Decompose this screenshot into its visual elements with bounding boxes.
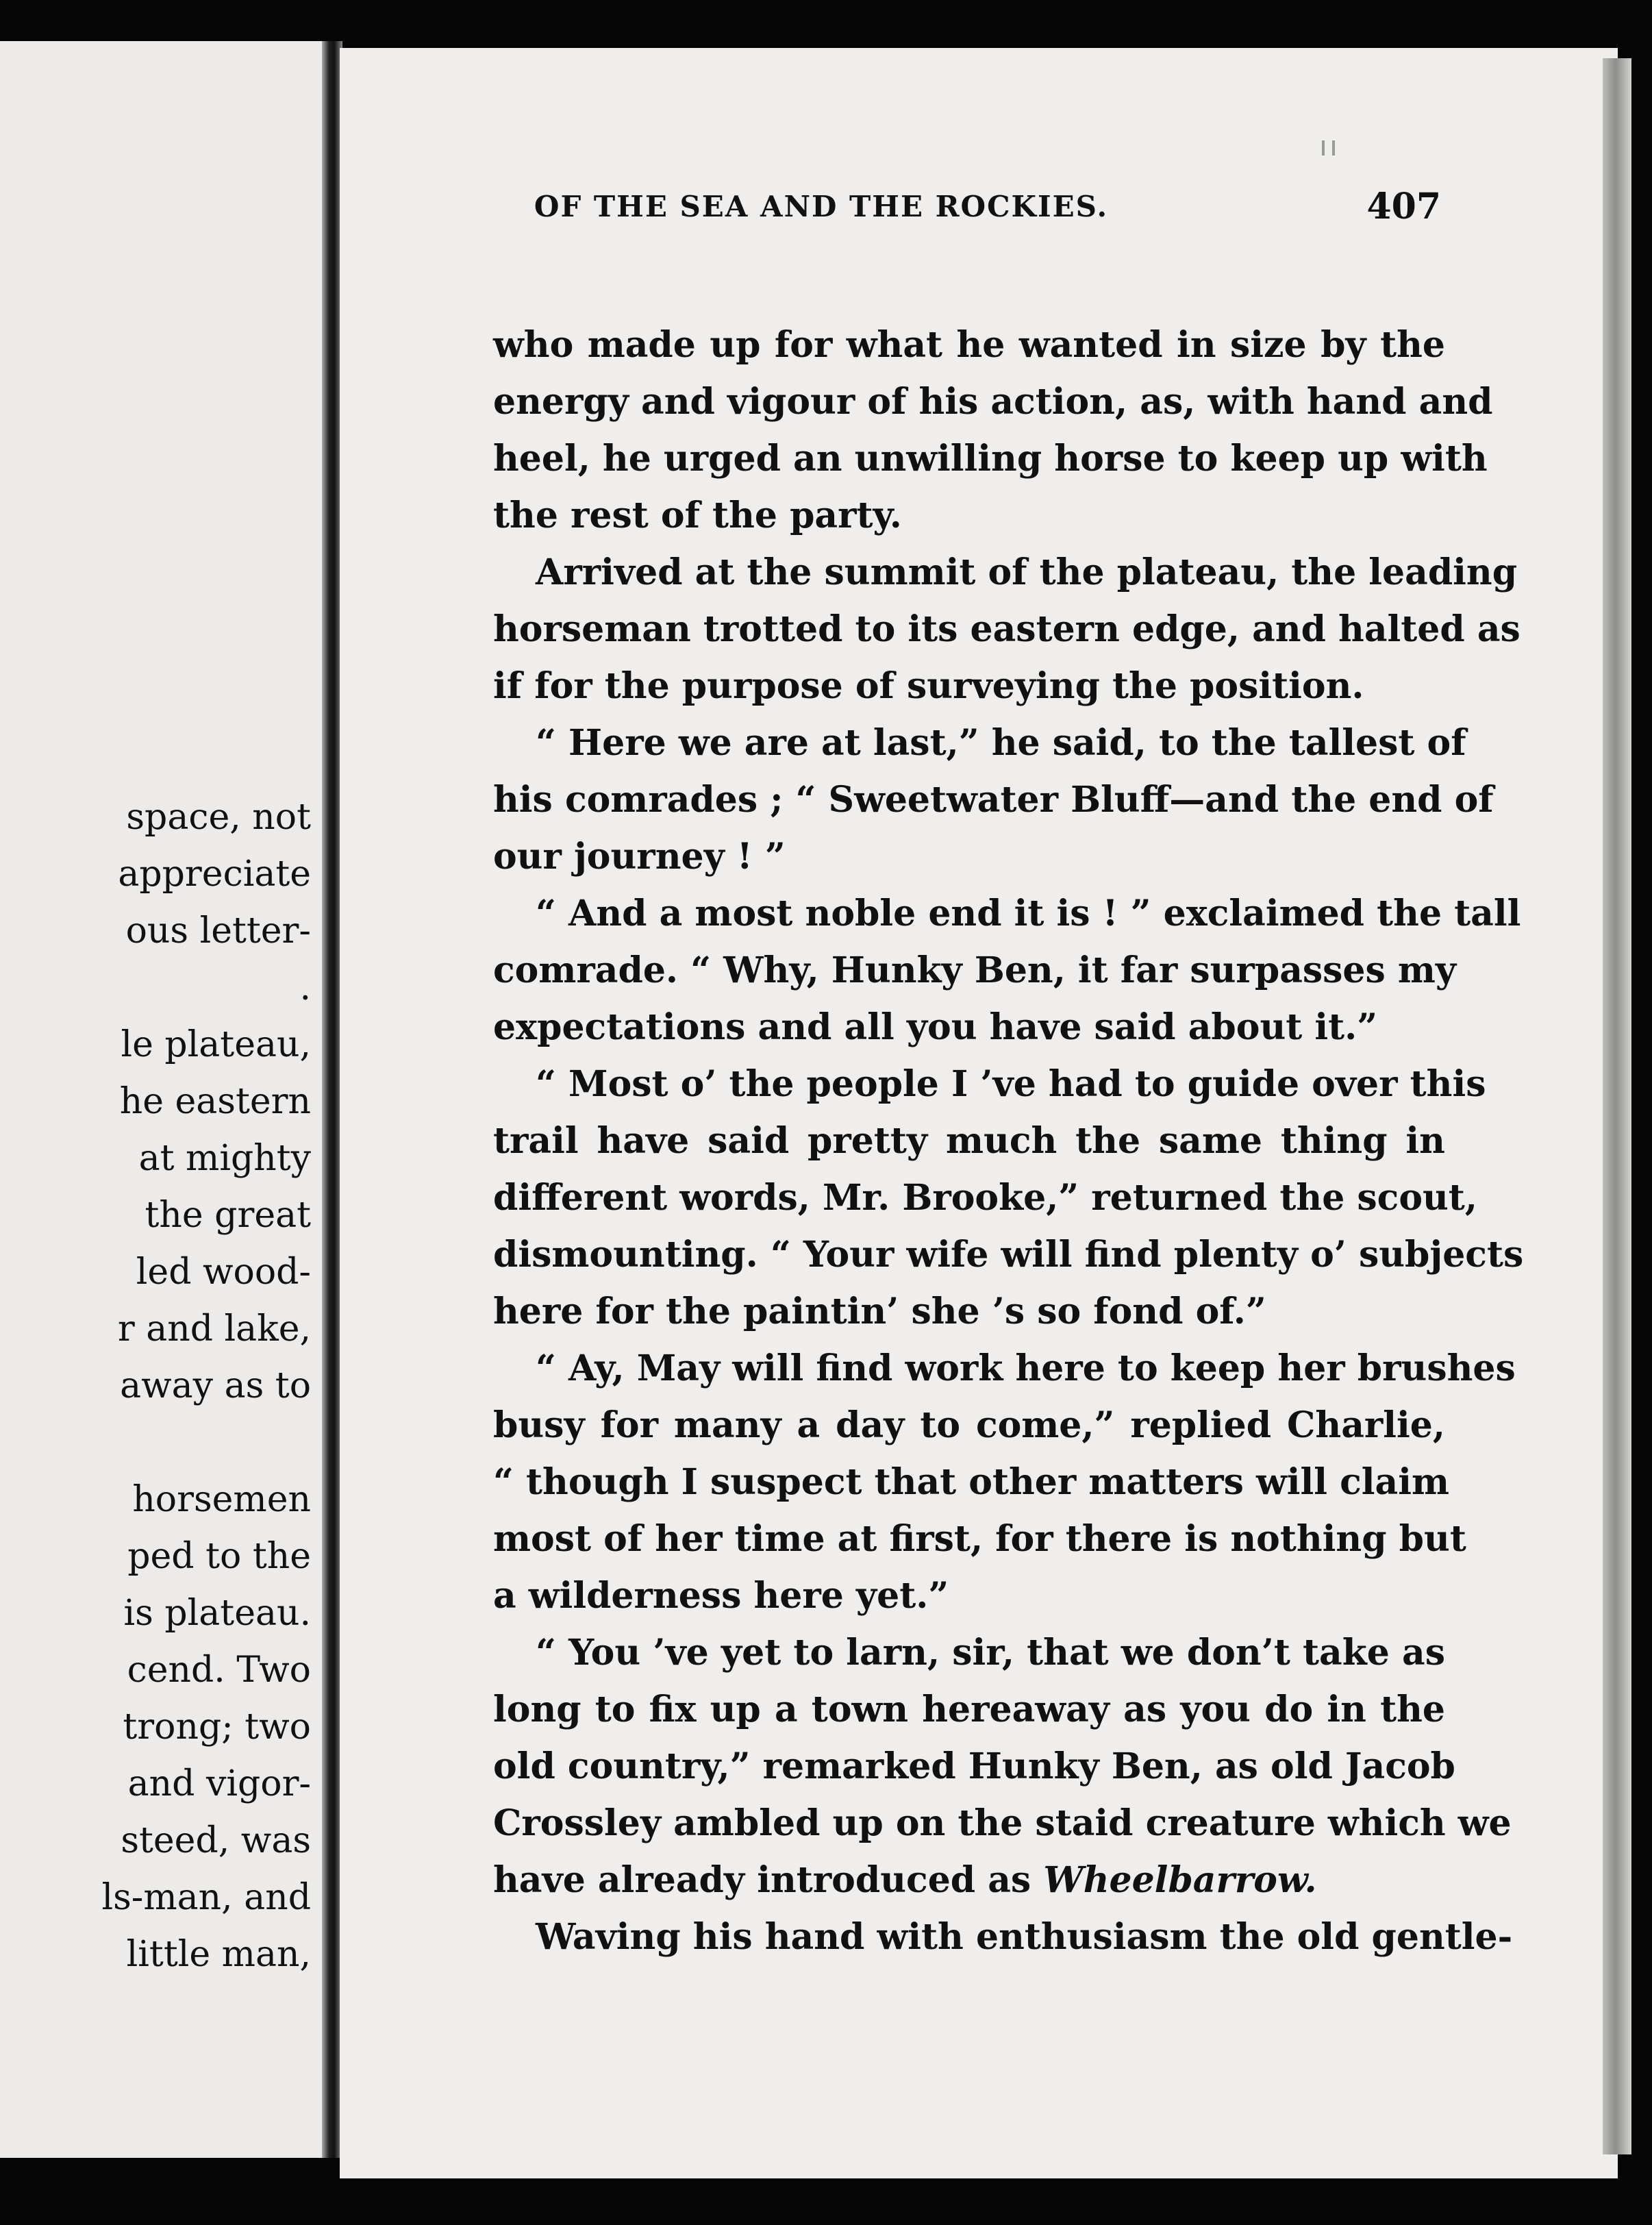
text-line: here for the paintin’ she ’s so fond of.”: [493, 1291, 1266, 1332]
left-page-text: [0, 789, 311, 1983]
text-line: expectations and all you have said about it.”: [493, 1006, 1378, 1048]
print-speck: [1332, 140, 1335, 156]
paragraph-start-line: Waving his hand with enthusiasm the old gentle-: [536, 1916, 1513, 1958]
page-edge: [1603, 58, 1631, 2154]
left-line: little man,: [126, 1934, 311, 1975]
text-line: long to fix up a town hereaway as you do in the: [493, 1689, 1445, 1730]
left-line: ls-man, and: [101, 1877, 311, 1918]
paragraph-start-line: “ And a most noble end it is ! ” exclaimed the tall: [536, 893, 1521, 934]
text-line: comrade. “ Why, Hunky Ben, it far surpasses my: [493, 949, 1457, 991]
text-run: have already introduced as: [493, 1859, 1044, 1901]
text-line: if for the purpose of surveying the position.: [493, 665, 1364, 707]
paragraph-start-line: “ Most o’ the people I ’ve had to guide over this: [536, 1063, 1486, 1105]
text-line: different words, Mr. Brooke,” returned the scout,: [493, 1177, 1477, 1219]
paragraph-start-line: Arrived at the summit of the plateau, the leading: [536, 551, 1518, 593]
left-line: away as to: [120, 1365, 311, 1406]
text-line: who made up for what he wanted in size by the: [493, 324, 1445, 366]
left-line: le plateau,: [121, 1024, 311, 1065]
left-line: .: [299, 967, 311, 1008]
italic-title: Wheelbarrow.: [1043, 1859, 1317, 1901]
text-line: the rest of the party.: [493, 495, 902, 536]
running-title: OF THE SEA AND THE ROCKIES.: [534, 190, 1109, 223]
left-line: ous letter-: [125, 910, 311, 952]
left-line: space, not: [126, 797, 311, 838]
left-line: [0, 1415, 311, 1471]
paragraph-start-line: “ Here we are at last,” he said, to the tallest of: [536, 722, 1466, 764]
text-line: horseman trotted to its eastern edge, and halted as: [493, 608, 1520, 650]
left-line: horsemen: [132, 1479, 311, 1520]
left-line: the great: [145, 1195, 311, 1236]
paragraph-start-line: “ You ’ve yet to larn, sir, that we don’t take as: [536, 1632, 1445, 1674]
text-line: trail have said pretty much the same thing in: [493, 1120, 1445, 1162]
text-line: [493, 1852, 1445, 1909]
paragraph-start-line: “ Ay, May will find work here to keep her brushes: [536, 1347, 1516, 1389]
left-page: [0, 41, 329, 2158]
text-line: his comrades ; “ Sweetwater Bluff—and the end of: [493, 779, 1494, 821]
text-line: energy and vigour of his action, as, with hand and: [493, 381, 1493, 423]
left-line: ped to the: [127, 1536, 311, 1577]
left-line: and vigor-: [127, 1763, 311, 1804]
left-line: at mighty: [138, 1138, 311, 1179]
text-line: dismounting. “ Your wife will find plenty o’ subjects: [493, 1234, 1524, 1276]
text-line: heel, he urged an unwilling horse to keep up with: [493, 438, 1488, 480]
left-line: cend. Two: [127, 1650, 311, 1691]
print-speck: [1322, 140, 1325, 156]
page-number: 407: [1366, 186, 1441, 227]
left-line: r and lake,: [117, 1308, 311, 1350]
text-line: most of her time at first, for there is nothing but: [493, 1518, 1466, 1560]
left-line: trong; two: [123, 1706, 311, 1748]
text-line: a wilderness here yet.”: [493, 1575, 949, 1617]
text-line: old country,” remarked Hunky Ben, as old Jacob: [493, 1745, 1455, 1787]
left-line: he eastern: [119, 1081, 311, 1122]
text-line: our journey ! ”: [493, 836, 786, 878]
left-line: steed, was: [121, 1820, 311, 1861]
text-line: “ though I suspect that other matters will claim: [493, 1461, 1449, 1503]
left-line: led wood-: [136, 1252, 311, 1293]
text-line: Crossley ambled up on the staid creature which we: [493, 1802, 1512, 1844]
text-line: busy for many a day to come,” replied Charlie,: [493, 1404, 1445, 1446]
body-text: [493, 316, 1524, 1965]
left-line: appreciate: [118, 854, 311, 895]
left-line: is plateau.: [123, 1593, 311, 1634]
